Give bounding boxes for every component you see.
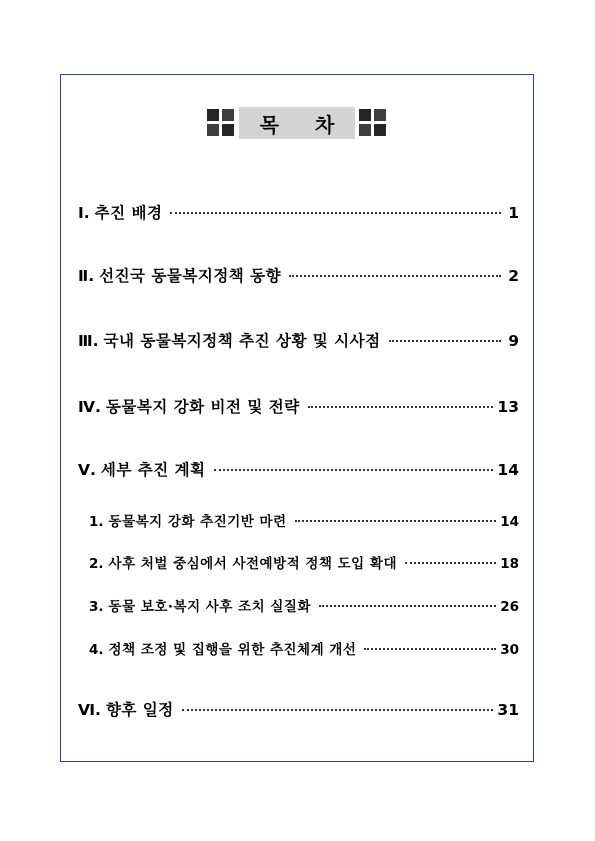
toc-entry-page: 13 bbox=[497, 398, 519, 416]
toc-entry-label: 정책 조정 및 집행을 위한 추진체계 개선 bbox=[108, 642, 357, 658]
toc-title bbox=[61, 106, 533, 140]
square-bullet-icon bbox=[207, 109, 235, 137]
toc-entry-number: Ⅵ. bbox=[78, 701, 101, 719]
toc-entry[interactable] bbox=[78, 264, 519, 286]
toc-leader-dots bbox=[319, 605, 496, 607]
toc-entry-number: 3. bbox=[89, 599, 104, 615]
toc-entry-page: 1 bbox=[508, 204, 519, 222]
toc-entry-label: 선진국 동물복지정책 동향 bbox=[99, 267, 282, 285]
toc-subentry[interactable] bbox=[89, 595, 519, 615]
toc-entry-label: 향후 일정 bbox=[105, 701, 174, 719]
toc-entry-page: 14 bbox=[497, 461, 519, 479]
toc-entry-page: 26 bbox=[500, 599, 519, 615]
toc-entry-number: 1. bbox=[89, 514, 104, 530]
toc-leader-dots bbox=[295, 520, 497, 522]
toc-entry-page: 2 bbox=[508, 267, 519, 285]
toc-leader-dots bbox=[364, 648, 496, 650]
toc-entry-label: 사후 처벌 중심에서 사전예방적 정책 도입 확대 bbox=[108, 556, 398, 572]
toc-leader-dots bbox=[308, 406, 494, 408]
toc-entry-label: 세부 추진 계획 bbox=[100, 461, 206, 479]
toc-entry-number: Ⅲ. bbox=[78, 332, 99, 350]
toc-entry[interactable] bbox=[78, 395, 519, 417]
title-box bbox=[239, 107, 355, 139]
toc-entry-number: 4. bbox=[89, 642, 104, 658]
toc-leader-dots bbox=[182, 709, 494, 711]
title-left-char: 목 bbox=[259, 112, 279, 137]
toc-entry[interactable] bbox=[78, 329, 519, 351]
toc-entry-label: 국내 동물복지정책 추진 상황 및 시사점 bbox=[103, 332, 381, 350]
toc-entry[interactable] bbox=[78, 458, 519, 480]
toc-leader-dots bbox=[289, 275, 501, 277]
toc-leader-dots bbox=[405, 562, 496, 564]
toc-entry-number: Ⅴ. bbox=[78, 461, 96, 479]
toc-entry-page: 31 bbox=[497, 701, 519, 719]
toc-leader-dots bbox=[170, 212, 501, 214]
toc-entry-number: Ⅳ. bbox=[78, 398, 101, 416]
toc-entry-label: 동물 보호·복지 사후 조치 실질화 bbox=[108, 599, 311, 615]
toc-entry-page: 18 bbox=[500, 556, 519, 572]
toc-entry-number: Ⅱ. bbox=[78, 267, 95, 285]
toc-frame bbox=[60, 74, 534, 762]
toc-entry-page: 30 bbox=[500, 642, 519, 658]
toc-subentry[interactable] bbox=[89, 638, 519, 658]
toc-entry-label: 동물복지 강화 추진기반 마련 bbox=[108, 514, 287, 530]
toc-entry-page: 9 bbox=[508, 332, 519, 350]
square-bullet-icon bbox=[359, 109, 387, 137]
toc-subentry[interactable] bbox=[89, 510, 519, 530]
toc-entry[interactable] bbox=[78, 201, 519, 223]
toc-entry-number: Ⅰ. bbox=[78, 204, 90, 222]
toc-leader-dots bbox=[214, 469, 494, 471]
toc-entry[interactable] bbox=[78, 698, 519, 720]
toc-entry-number: 2. bbox=[89, 556, 104, 572]
toc-subentry[interactable] bbox=[89, 552, 519, 572]
toc-leader-dots bbox=[389, 340, 501, 342]
toc-entry-page: 14 bbox=[500, 514, 519, 530]
toc-entry-label: 추진 배경 bbox=[94, 204, 163, 222]
toc-entry-label: 동물복지 강화 비전 및 전략 bbox=[105, 398, 300, 416]
title-right-char: 차 bbox=[315, 112, 335, 137]
